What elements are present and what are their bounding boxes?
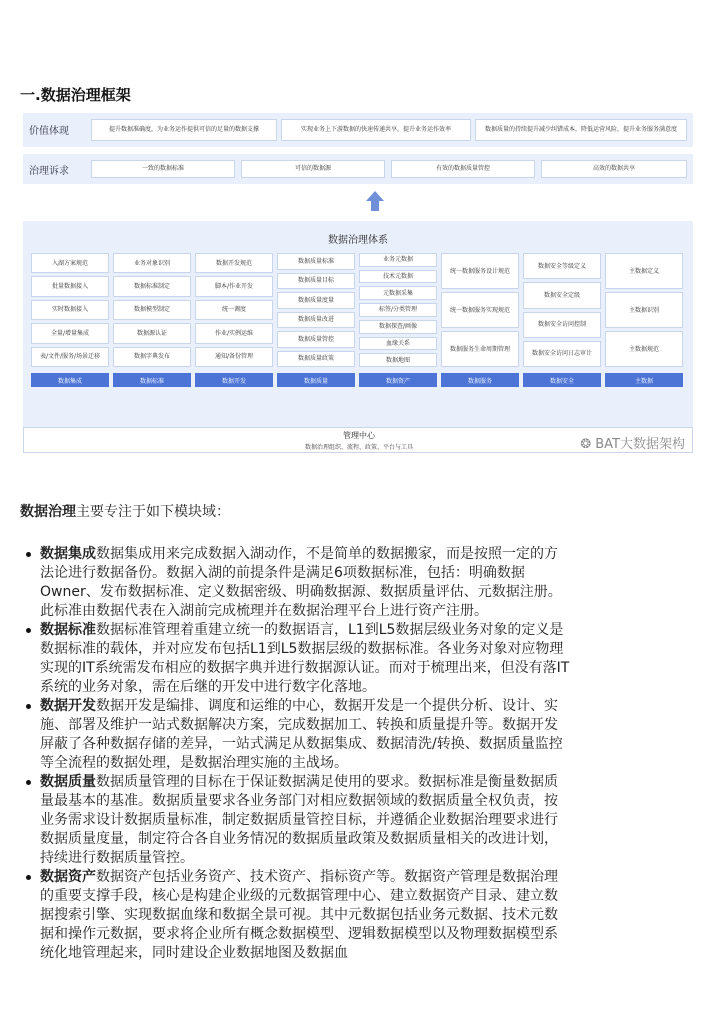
capability-box: 统一数据服务实现规范 [441,292,519,328]
capability-box: 业务元数据 [359,253,437,267]
capability-box: 数据质量度量 [277,292,355,309]
column-footer: 数据服务 [441,373,519,387]
capability-box: 批量数据接入 [31,276,109,296]
demand-item: 高效的数据共享 [541,160,687,178]
column-footer: 数据集成 [31,373,109,387]
list-item [40,621,570,697]
column-footer: 数据标准 [113,373,191,387]
capability-box: 数据安全访问控制 [523,312,601,338]
list-item [40,697,570,773]
capability-box: 数据质量标准 [277,253,355,270]
capability-box: 数据质量目标 [277,273,355,290]
capability-box: 通知/备份管理 [195,347,273,367]
module-text: 数据资产包括业务资产、技术资产、指标资产等。数据资产管理是数据治理的重要支撑手段，核心是构建企业级的元数据管理中心、建立数据资产目录、建立数据搜索引擎、实现数据血缘和数据全景可视。其中元数据包括业务元数据、技术元数据和操作元数据，要求将企业所有概念数据模型、逻辑数据模型以及物理数据模型系统化地管理起来，同时建设企业数据地图及数据血 [40,869,558,961]
column-footer: 数据质量 [277,373,355,387]
capability-box: 数据开发规范 [195,253,273,273]
capability-box: 数据模型制定 [113,300,191,320]
capability-box: 统一调度 [195,300,273,320]
value-label: 价值体现 [29,126,69,137]
module-text: 数据质量管理的目标在于保证数据满足使用的要求。数据标准是衡量数据质量最基本的基准。数据质量要求各业务部门对相应数据领域的数据质量全权负责，按业务需求设计数据质量标准，制定数据质量管控目标，并遵循企业数据治理要求进行数据质量度量，制定符合各自业务情况的数据质量政策及数据质量相关的改进计划，持续进行数据质量管控。 [40,774,558,866]
capability-box: 数据服务生命周期管理 [441,331,519,367]
watermark-text: BAT大数据架构 [595,437,685,452]
capability-box: 数据字典发布 [113,347,191,367]
capability-box: 元数据采集 [359,286,437,300]
management-title: 管理中心 [343,431,375,440]
list-item [40,868,570,963]
intro-rest: 主要专注于如下模块域： [76,504,230,520]
capability-box: 数据安全定级 [523,282,601,308]
capability-box: 主数据规范 [605,331,683,367]
capability-box: 表/文件/服务/场景迁移 [31,347,109,367]
capability-box: 数据探查/画像 [359,320,437,334]
capability-box: 作业/实例运维 [195,323,273,343]
module-text: 数据标准管理着重建立统一的数据语言，L1到L5数据层级业务对象的定义是数据标准的载体，并对应发布包括L1到L5数据层级的数据标准。各业务对象对应物理实现的IT系统需发布相应的数据字典并进行数据源认证。而对于梳理出来，但没有落IT系统的业务对象，需在后继的开发中进行数字化落地。 [40,622,570,695]
value-item: 数据质量的持续提升减少纠错成本，降低运营风险，提升业务服务满意度 [475,119,687,141]
value-band [23,113,693,147]
capability-box: 数据安全访问日志审计 [523,341,601,367]
module-text: 数据集成用来完成数据入湖动作，不是简单的数据搬家，而是按照一定的方法论进行数据备份。数据入湖的前提条件是满足6项数据标准，包括：明确数据Owner、发布数据标准、定义数据密级、明确数据源、数据质量评估、元数据注册。此标准由数据代表在入湖前完成梳理并在数据治理平台上进行资产注册。 [40,546,562,619]
governance-system-panel [23,221,693,453]
column-footer: 数据安全 [523,373,601,387]
demand-band [23,154,693,184]
demand-item: 可信的数据源 [241,160,385,178]
list-item [40,545,570,621]
capability-box: 数据质量改进 [277,312,355,329]
column-footer: 数据资产 [359,373,437,387]
column-footer: 主数据 [605,373,683,387]
capability-box: 入湖方案规范 [31,253,109,273]
capability-box: 数据质量管控 [277,331,355,348]
demand-item: 有效的数据质量管控 [391,160,535,178]
demand-label: 治理诉求 [29,166,69,177]
watermark: ❂ BAT大数据架构 [580,437,685,452]
capability-box: 全量/增量集成 [31,323,109,343]
capability-box: 统一数据服务设计规范 [441,253,519,289]
module-list [20,545,570,963]
capability-box: 血缘关系 [359,337,437,351]
capability-box: 业务对象识别 [113,253,191,273]
value-item: 提升数据准确度，为业务运作提供可信的足量的数据支撑 [91,119,277,141]
capability-box: 数据安全等级定义 [523,253,601,279]
management-subtitle: 数据治理组织、流程、政策、平台与工具 [304,444,413,451]
module-title: 数据标准 [40,622,96,638]
capability-box: 数据地图 [359,353,437,367]
intro-bold: 数据治理 [20,504,76,520]
value-item: 实现业务上下游数据的快速传递共享，提升业务运作效率 [281,119,471,141]
module-title: 数据质量 [40,774,96,790]
up-arrow-stem [371,201,379,211]
capability-box: 实时数据接入 [31,300,109,320]
capability-box: 主数据识别 [605,292,683,328]
list-item [40,773,570,868]
up-arrow-icon [366,191,384,201]
capability-box: 数据质量政策 [277,351,355,368]
module-text: 数据开发是编排、调度和运维的中心，数据开发是一个提供分析、设计、实施、部署及维护一站式数据解决方案，完成数据加工、转换和质量提升等。数据开发屏蔽了各种数据存储的差异，一站式满足从数据集成、数据清洗/转换、数据质量监控等全流程的数据处理，是数据治理实施的主战场。 [40,698,563,771]
intro-paragraph [20,501,230,521]
module-title: 数据集成 [40,546,96,562]
column-footer: 数据开发 [195,373,273,387]
capability-box: 技术元数据 [359,270,437,284]
capability-box: 脚本/作业开发 [195,276,273,296]
demand-item: 一致的数据标准 [91,160,235,178]
capability-box: 数据源认证 [113,323,191,343]
module-title: 数据开发 [40,698,96,714]
governance-framework-diagram [23,113,693,453]
capability-box: 标签/分类管理 [359,303,437,317]
system-title: 数据治理体系 [328,235,388,246]
capability-box: 主数据定义 [605,253,683,289]
module-title: 数据资产 [40,869,96,885]
section-heading: 一.数据治理框架 [20,86,131,104]
capability-box: 数据标准制定 [113,276,191,296]
